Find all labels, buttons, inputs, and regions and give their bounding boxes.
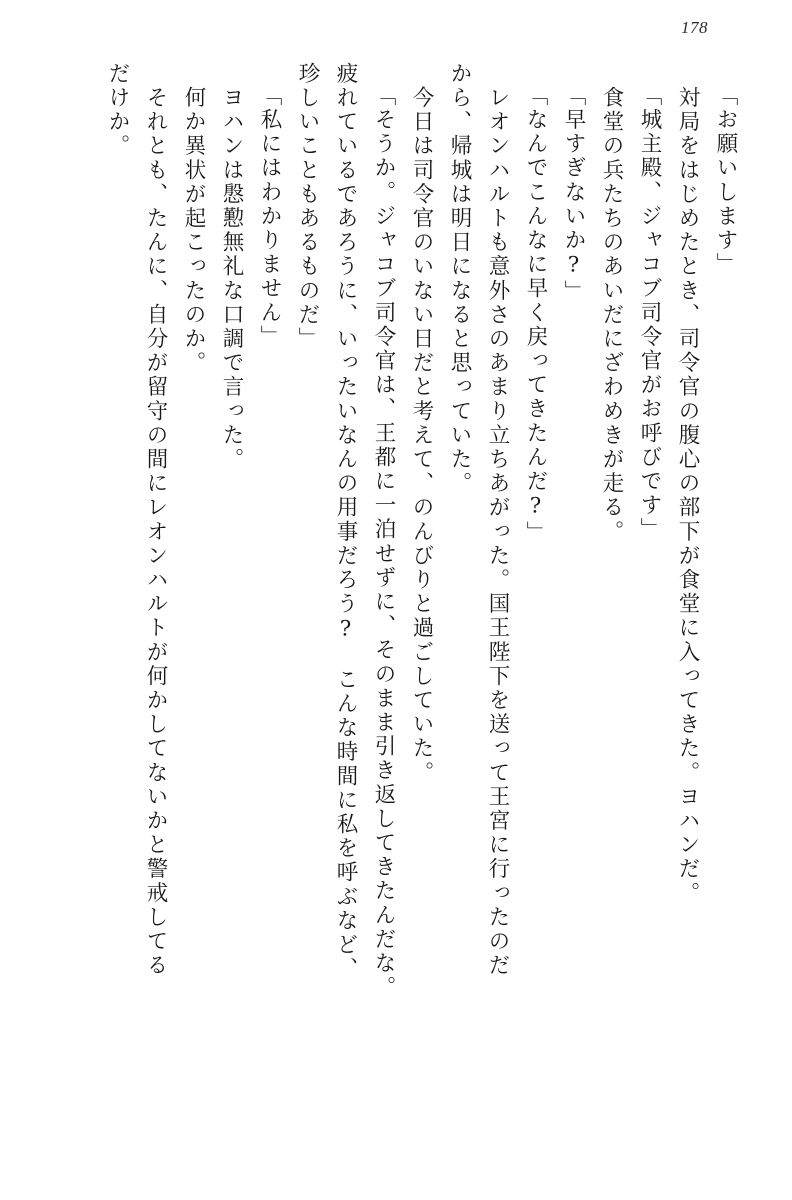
- page-number: 178: [681, 18, 708, 37]
- text-column: 対局をはじめたとき、司令官の腹心の部下が食堂に入ってきた。ヨハンだ。: [675, 62, 700, 906]
- text-column: 今日は司令官のいない日だと考えて、のんびりと過ごしていた。: [409, 62, 434, 785]
- text-column: 疲れているであろうに、いったいなんの用事だろう? こんな時間に私を呼ぶなど、: [333, 62, 358, 982]
- text-column: 「私にはわかりません」: [257, 84, 282, 350]
- text-column: レオンハルトも意外さのあまり立ちあがった。国王陛下を送って王宮に行ったのだ: [485, 62, 510, 978]
- vertical-text-body: [44, 62, 736, 1152]
- text-column: 珍しいこともあるものだ」: [295, 62, 320, 352]
- text-column: 「城主殿、ジャコブ司令官がお呼びです」: [637, 84, 662, 542]
- text-column: だけか。: [105, 62, 130, 159]
- text-column: 何か異状が起こったのか。: [181, 62, 206, 376]
- text-column: 「お願いします」: [713, 84, 738, 277]
- text-column: ヨハンは慇懃無礼な口調で言った。: [219, 62, 244, 472]
- text-column: 「そうか。ジャコブ司令官は、王都に一泊せずに、そのまま引き返してきたんだな。: [371, 84, 396, 1000]
- text-column: 「早すぎないか?」: [561, 84, 586, 305]
- text-column: から、帰城は明日になると思っていた。: [447, 62, 472, 496]
- text-column: それとも、たんに、自分が留守の間にレオンハルトが何かしてないかと警戒してる: [143, 62, 168, 978]
- text-column: 「なんでこんなに早く戻ってきたんだ?」: [523, 84, 548, 546]
- text-column: 食堂の兵たちのあいだにざわめきが走る。: [599, 62, 624, 544]
